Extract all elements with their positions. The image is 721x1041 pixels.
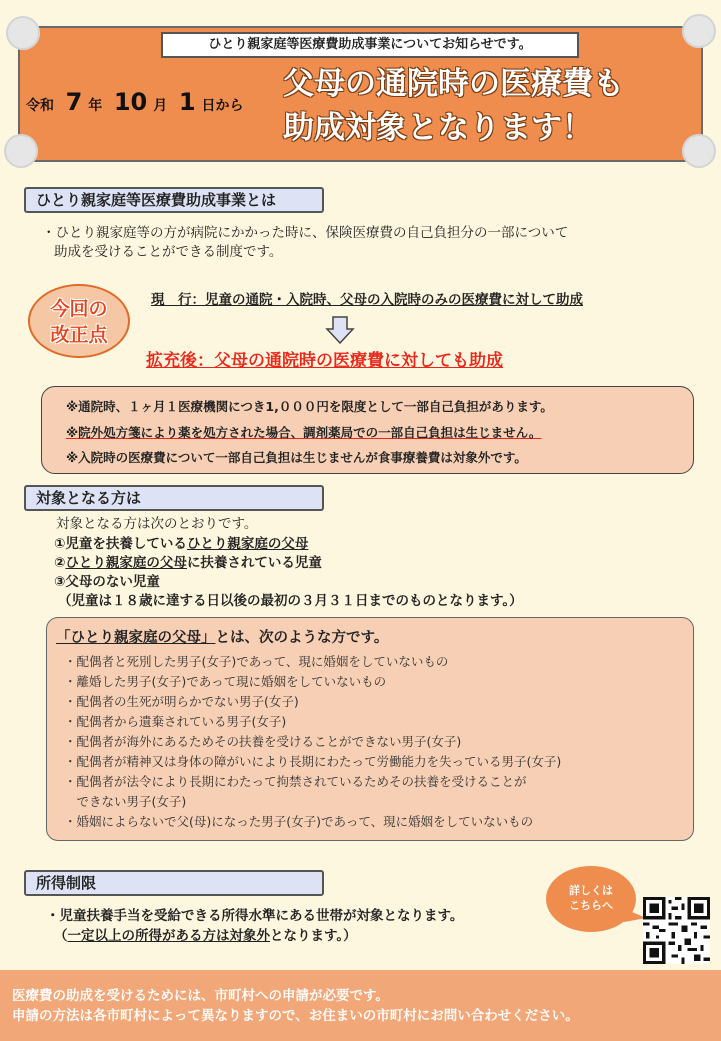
target-item-1-emphasis: ひとり親家庭の父母 [186,536,309,552]
list-item: ・離婚した男子(女子)であって現に婚姻をしていないもの [64,674,387,689]
about-line1: ・ひとり親家庭等の方が病院にかかった時に、保険医療費の自己負担分の一部について [42,225,569,241]
notice-label: ひとり親家庭等医療費助成事業についてお知らせです。 [161,32,579,58]
date-day-unit: 日から [201,98,244,114]
note-1: ※通院時、１ヶ月１医療機関につき1,０００円を限度として一部自己負担があります。 [66,399,553,414]
effective-date [26,88,244,116]
list-item: ・配偶者が海外にあるためその扶養を受けることができない男子(女子) [64,734,462,749]
income-line2-emphasis: 一定以上の所得がある方は対象外 [67,928,270,944]
parent-definition-rest: とは、次のような方です。 [215,630,389,646]
target-item-2-num: ② [54,555,66,571]
pin-bottom-left [4,134,38,168]
revision-expanded: 拡充後：父母の通院時の医療費に対しても助成 [146,351,503,371]
revision-badge-line2: 改正点 [50,324,108,346]
revision-badge-line1: 今回の [50,298,108,320]
footer-line1: 医療費の助成を受けるためには、市町村への申請が必要です。 [12,988,389,1004]
section-label-target: 対象となる方は [24,485,324,511]
pin-top-right [682,14,716,48]
parent-definition-title [56,626,388,647]
more-info-line1: 詳しくは [569,884,613,897]
list-item: ・配偶者が法令により長期にわたって拘禁されているためその扶養を受けることが [64,774,527,789]
list-item: ・配偶者から遺棄されている男子(女子) [64,714,287,729]
date-month-unit: 月 [153,98,168,114]
footer [0,970,721,1041]
income-line2-open: （ [54,928,68,944]
headline [283,62,703,150]
about-line2: 助成を受けることができる制度です。 [54,244,283,260]
date-month: 10 [113,88,148,116]
target-child-note: （児童は１８歳に達する日以後の最初の３月３１日までのものとなります。） [58,593,523,609]
note-3: ※入院時の医療費について一部自己負担は生じませんが食事療養費は対象外です。 [66,450,527,465]
headline-line2: 助成対象となります！ [283,110,593,146]
more-info-line2: こちらへ [569,899,613,912]
revision-current: 現 行：児童の通院・入院時、父母の入院時のみの医療費に対して助成 [151,292,583,308]
note-2: ※院外処方箋により薬を処方された場合、調剤薬局での一部自己負担は生じません。 [66,425,542,440]
income-line2 [54,927,357,946]
section-label-income: 所得制限 [24,870,324,896]
qr-code-icon [643,897,710,964]
parent-definition-list [64,652,561,832]
revision-badge [28,284,130,358]
list-item: ・配偶者が精神又は身体の障がいにより長期にわたって労働能力を失っている男子(女子) [64,754,562,769]
date-day: 1 [178,88,196,116]
target-item-2 [54,554,322,573]
income-line1: ・児童扶養手当を受給できる所得水準にある世帯が対象となります。 [46,908,464,924]
income-line2-close: となります。） [270,928,357,944]
headline-line1: 父母の通院時の医療費も [283,66,624,102]
date-year-unit: 年 [88,98,103,114]
list-item: ・婚姻によらないで父(母)になった男子(女子)であって、現に婚姻をしていないもの [64,814,534,829]
section-label-about: ひとり親家庭等医療費助成事業とは [24,187,324,213]
list-item: ・配偶者と死別した男子(女子)であって、現に婚姻をしていないもの [64,654,449,669]
target-item-1-text: ①児童を扶養している [54,536,187,552]
list-item: ・配偶者の生死が明らかでない男子(女子) [64,694,299,709]
target-item-3: ③父母のない児童 [54,574,160,590]
footer-line2: 申請の方法は各市町村によって異なりますので、お住まいの市町村にお問い合わせください。 [12,1008,579,1024]
qr-code[interactable] [643,897,710,964]
target-item-2-text: に扶養されている児童 [186,555,322,571]
pin-top-left [6,16,40,50]
target-intro: 対象となる方は次のとおりです。 [56,516,258,532]
date-year: 7 [65,88,83,116]
parent-definition-term: 「ひとり親家庭の父母」 [56,630,216,646]
more-info-bubble [546,866,636,932]
date-prefix: 令和 [26,98,54,114]
list-item: できない男子(女子) [64,794,187,809]
down-arrow-icon [325,316,355,344]
target-item-2-emphasis: ひとり親家庭の父母 [65,555,187,571]
target-item-1 [54,535,308,554]
